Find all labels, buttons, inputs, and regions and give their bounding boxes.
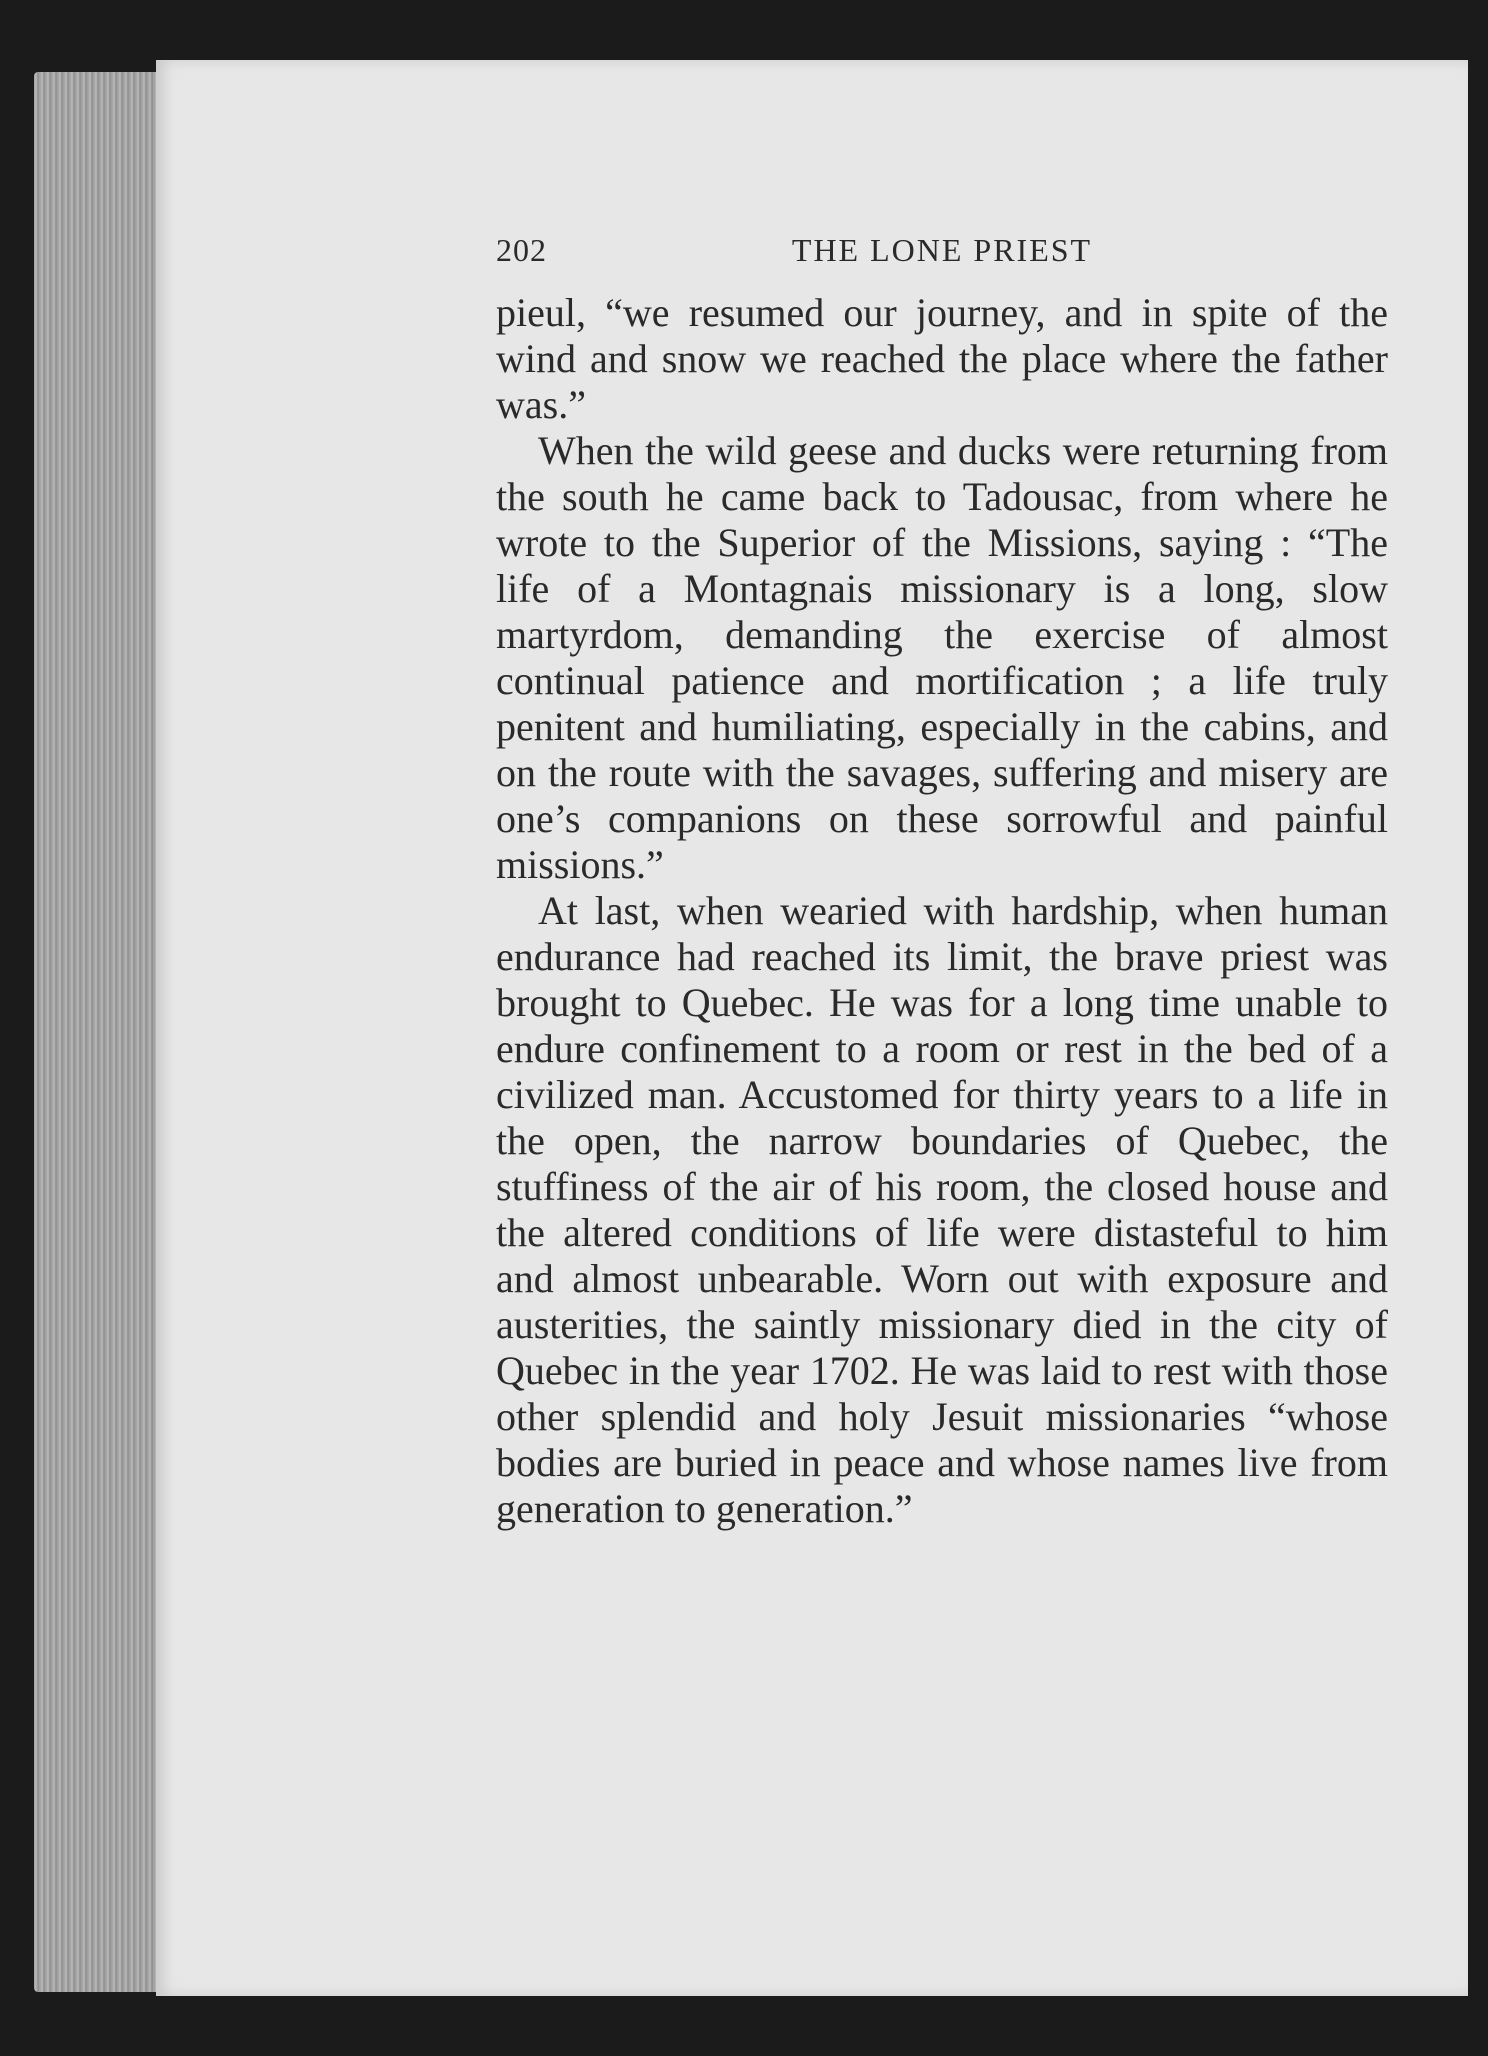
paragraph-2: When the wild geese and ducks were returning from the south he came back to Tadousac, from where he wrote to the Superior of the Missions, saying : “The life of a Montagnais missionary is a long, slow martyrdom, demanding the exercise of almost continual patience and mortification ; a life truly penitent and humiliating, especially in the cabins, and on the route with the savages, suffering and misery are one’s companions on these sorrowful and painful missions.” <box>496 428 1388 887</box>
body-text <box>496 290 1388 1532</box>
page-number: 202 <box>496 232 547 268</box>
page-text-block <box>496 232 1388 1532</box>
paragraph-1: pieul, “we resumed our journey, and in spite of the wind and snow we reached the place where the father was.” <box>496 290 1388 427</box>
book-page-edges <box>34 72 174 1992</box>
page-header <box>496 232 1388 282</box>
paragraph-3: At last, when wearied with hardship, when human endurance had reached its limit, the brave priest was brought to Quebec. He was for a long time unable to endure confinement to a room or rest in the bed of a civilized man. Accustomed for thirty years to a life in the open, the narrow boundaries of Quebec, the stuffiness of the air of his room, the closed house and the altered conditions of life were distasteful to him and almost unbearable. Worn out with exposure and austerities, the saintly missionary died in the city of Quebec in the year 1702. He was laid to rest with those other splendid and holy Jesuit missionaries “whose bodies are buried in peace and whose names live from generation to generation.” <box>496 888 1388 1531</box>
running-title: THE LONE PRIEST <box>791 232 1093 268</box>
